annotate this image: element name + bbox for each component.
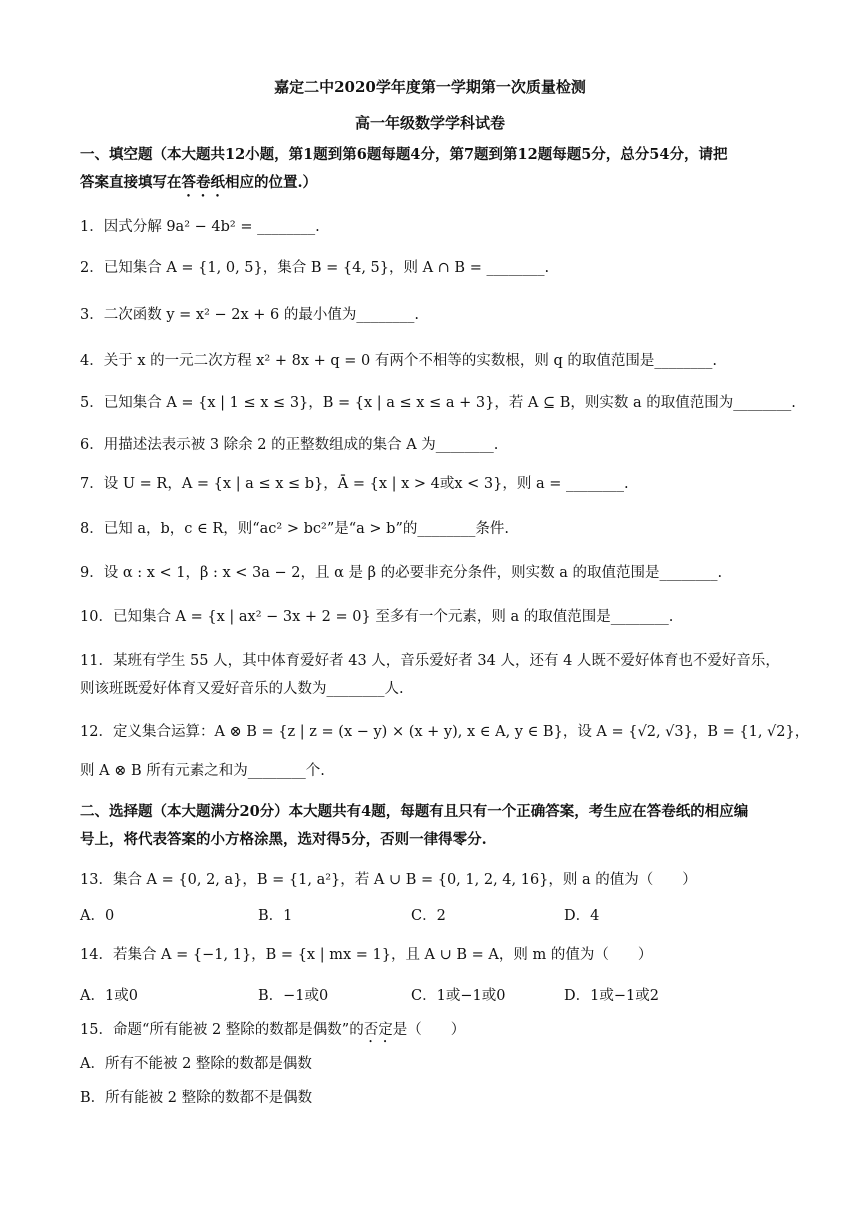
option-d: D．4 xyxy=(564,908,600,924)
question-15-option-a: A．所有不能被 2 整除的数都是偶数 xyxy=(80,1056,312,1072)
option-b: B．−1或0 xyxy=(258,988,329,1004)
option-a: A．1或0 xyxy=(80,988,138,1004)
question-8: 8．已知 a，b，c ∈ R，则“ac² > bc²”是“a > b”的________条件. xyxy=(80,521,509,537)
option-d: D．1或−1或2 xyxy=(564,988,659,1004)
option-b: B．1 xyxy=(258,908,293,924)
section2-heading-line1: 二、选择题（本大题满分20分）本大题共有4题，每题有且只有一个正确答案，考生应在答卷纸的相应编 xyxy=(80,803,749,820)
question-12-line2: 则 A ⊗ B 所有元素之和为________个. xyxy=(80,763,325,779)
question-12-line1: 12．定义集合运算：A ⊗ B = {z | z = (x − y) × (x + y), x ∈ A, y ∈ B}，设 A = {√2, √3}，B = {1, √2}， xyxy=(80,724,810,740)
section1-heading-line1: 一、填空题（本大题共12小题，第1题到第6题每题4分，第7题到第12题每题5分，总分54分，请把 xyxy=(80,146,728,163)
question-1: 1．因式分解 9a² − 4b² = ________. xyxy=(80,219,320,235)
option-c: C．2 xyxy=(411,908,446,924)
exam-subtitle: 高一年级数学学科试卷 xyxy=(354,114,505,132)
question-13: 13．集合 A = {0, 2, a}，B = {1, a²}，若 A ∪ B = {0, 1, 2, 4, 16}，则 a 的值为（ ） xyxy=(80,872,697,888)
question-6: 6．用描述法表示被 3 除余 2 的正整数组成的集合 A 为________. xyxy=(80,437,499,453)
question-15: 15．命题“所有能被 2 整除的数都是偶数”的否定是（ ） xyxy=(80,1022,466,1038)
question-10: 10．已知集合 A = {x | ax² − 3x + 2 = 0} 至多有一个元素，则 a 的取值范围是________. xyxy=(80,609,674,625)
question-2: 2．已知集合 A = {1, 0, 5}，集合 B = {4, 5}，则 A ∩ B = ________. xyxy=(80,260,550,276)
question-3: 3．二次函数 y = x² − 2x + 6 的最小值为________. xyxy=(80,307,419,323)
emphasis-answer-sheet: 答卷纸 xyxy=(181,174,225,191)
exam-title: 嘉定二中2020学年度第一学期第一次质量检测 xyxy=(274,78,586,96)
question-14: 14．若集合 A = {−1, 1}，B = {x | mx = 1}，且 A ∪ B = A，则 m 的值为（ ） xyxy=(80,947,653,963)
section1-heading-line2: 答案直接填写在答卷纸相应的位置.） xyxy=(80,174,318,191)
option-c: C．1或−1或0 xyxy=(411,988,506,1004)
option-a: A．0 xyxy=(80,908,115,924)
question-4: 4．关于 x 的一元二次方程 x² + 8x + q = 0 有两个不相等的实数根，则 q 的取值范围是________. xyxy=(80,353,717,369)
question-7: 7．设 U = R，A = {x | a ≤ x ≤ b}，Ā = {x | x > 4或x < 3}，则 a = ________. xyxy=(80,476,629,492)
question-11-line2: 则该班既爱好体育又爱好音乐的人数为________人. xyxy=(80,681,404,697)
question-11-line1: 11．某班有学生 55 人，其中体育爱好者 43 人，音乐爱好者 34 人，还有 4 人既不爱好体育也不爱好音乐， xyxy=(80,653,780,669)
question-15-option-b: B．所有能被 2 整除的数都不是偶数 xyxy=(80,1090,313,1106)
question-9: 9．设 α : x < 1，β : x < 3a − 2，且 α 是 β 的必要非充分条件，则实数 a 的取值范围是________. xyxy=(80,565,723,581)
section2-heading-line2: 号上，将代表答案的小方格涂黑，选对得5分，否则一律得零分. xyxy=(80,831,487,848)
question-5: 5．已知集合 A = {x | 1 ≤ x ≤ 3}，B = {x | a ≤ x ≤ a + 3}，若 A ⊆ B，则实数 a 的取值范围为________. xyxy=(80,395,796,411)
emphasis-negation: 否定 xyxy=(363,1022,393,1038)
